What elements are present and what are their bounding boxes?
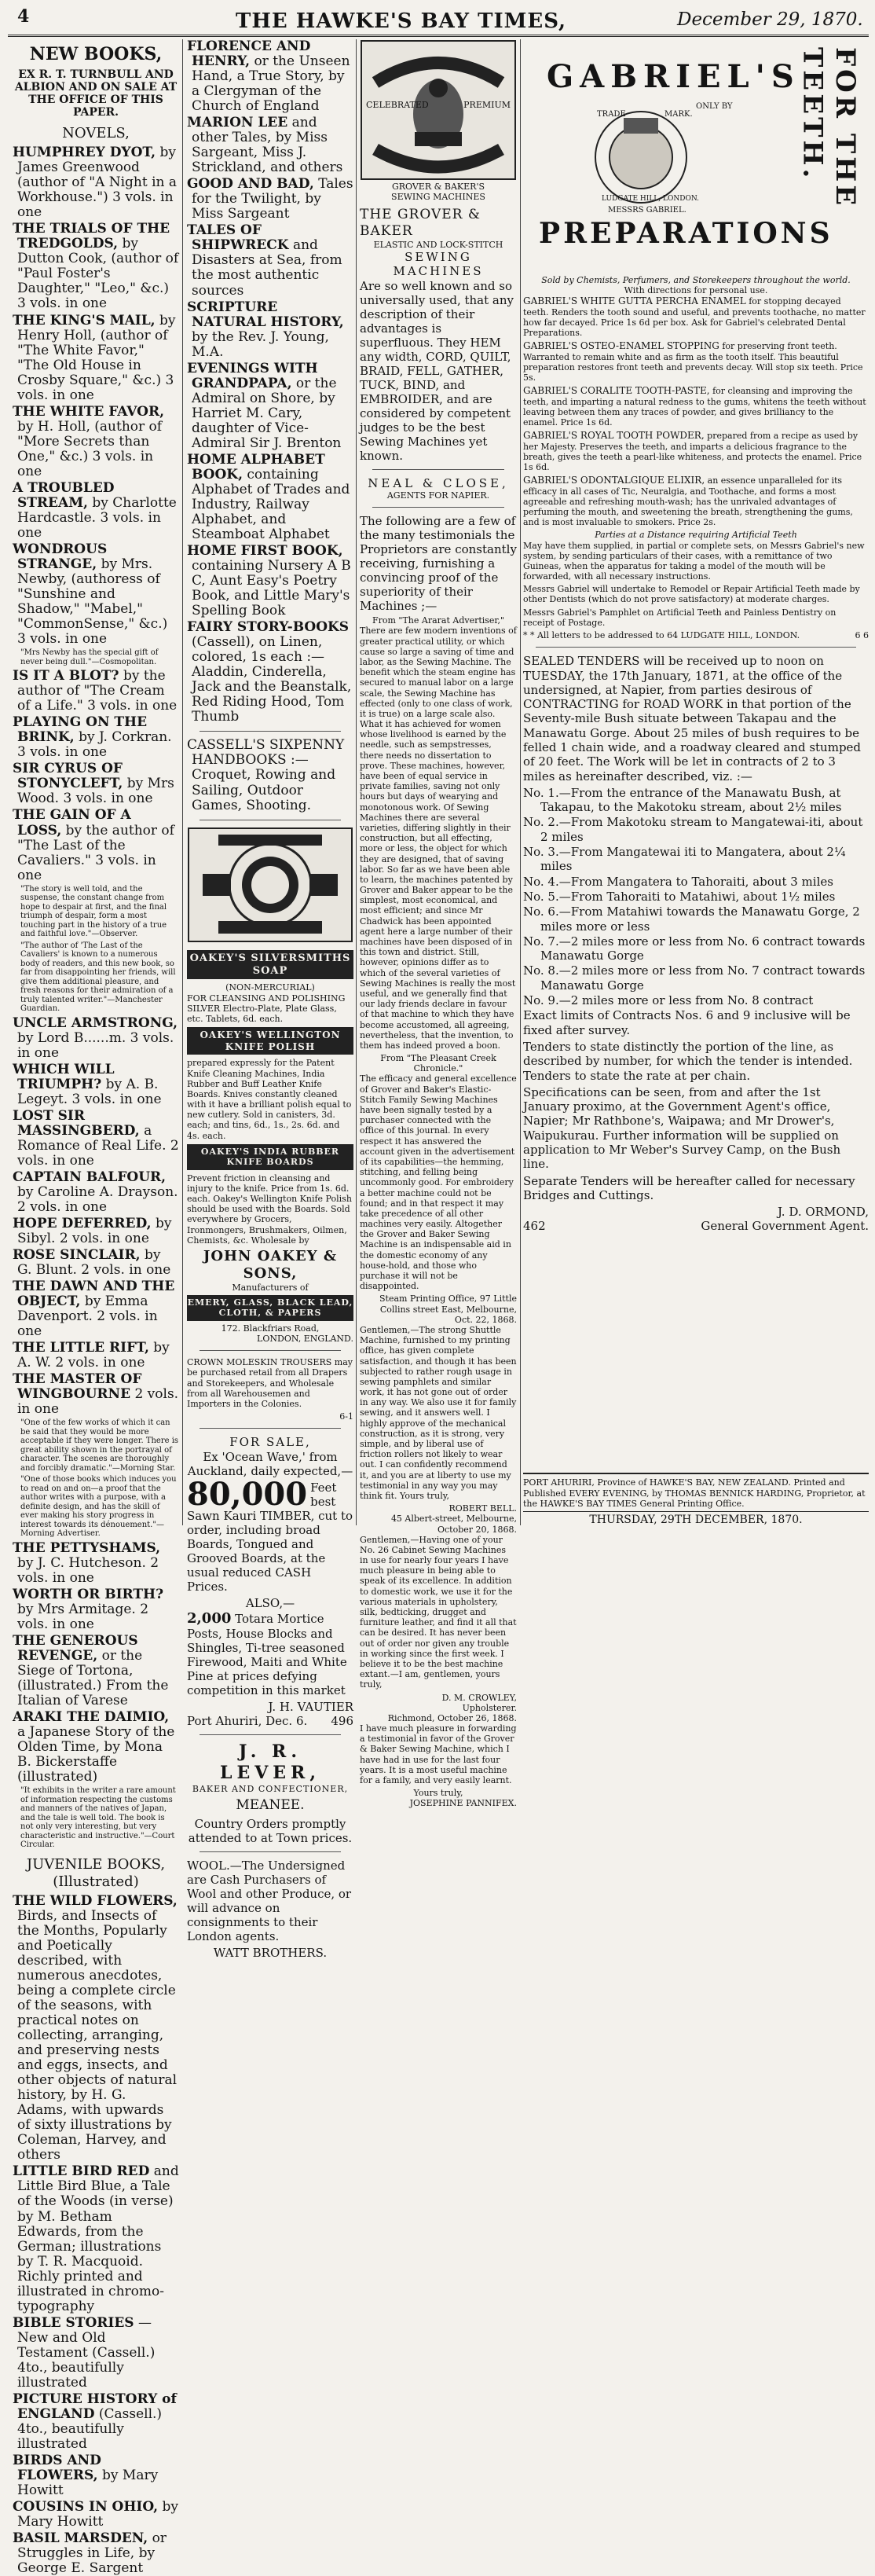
letter2-signature: D. M. CROWLEY, bbox=[441, 1692, 517, 1703]
polish-description: prepared expressly for the Patent Knife Cleaning Machines, India Rubber and Buff Leather Knife Boards. Knives constantly cleaned with it have a brilliant polish equal to new cutlery. Sold in canisters, 3d. each; and tins, 6d., 1s., 2s. 6d. and 4s. each. bbox=[187, 1058, 352, 1141]
book-details: —New and Old Testament (Cassell.) 4to., beautifully illustrated bbox=[17, 2314, 156, 2391]
contract-item: No. 2.—From Makotoku stream to Mangatewai-iti, about 2 miles bbox=[523, 815, 863, 844]
book-title: HOPE DEFERRED, bbox=[13, 1216, 152, 1232]
sewing-machines-title: SEWING MACHINES bbox=[393, 250, 484, 279]
contract-item: No. 3.—From Mangatewai iti to Mangatera, about 2¼ miles bbox=[523, 845, 846, 874]
book-title: THE TRIALS OF THE TREDGOLDS, bbox=[13, 221, 170, 252]
book-entry bbox=[187, 453, 353, 542]
book-details: by Emma Davenport. 2 vols. in one bbox=[17, 1294, 158, 1340]
book-details: by A. W. 2 vols. in one bbox=[17, 1340, 170, 1371]
book-title: GOOD AND BAD, bbox=[187, 176, 314, 193]
review-quote: "It exhibits in the writer a rare amount of information respecting the customs and manners of the natives of Japan, and the tale is well told. The book is not only very interesting, but very characteristic and instructive."—Court Circular. bbox=[20, 1786, 176, 1850]
book-entry bbox=[13, 481, 179, 541]
elastic-lockstitch: ELASTIC AND LOCK-STITCH bbox=[373, 239, 503, 250]
tender-role: General Government Agent. bbox=[701, 1219, 869, 1234]
for-the-teeth: FOR THE TEETH. bbox=[796, 47, 861, 209]
emblem-celebrated: CELEBRATED bbox=[366, 100, 429, 111]
book-entry bbox=[13, 1248, 179, 1278]
book-entry bbox=[13, 1710, 179, 1785]
book-details: and Disasters at Sea, from the most authentic sources bbox=[192, 237, 342, 299]
gabriel-only-by: ONLY BY bbox=[696, 102, 733, 111]
grover-title: THE GROVER & BAKER bbox=[360, 207, 481, 240]
pamphlet-note: Messrs Gabriel's Pamphlet on Artificial Teeth and Painless Dentistry on receipt of Postage. bbox=[523, 607, 837, 628]
book-entry bbox=[13, 2531, 179, 2576]
oakey-firm: JOHN OAKEY & SONS, bbox=[203, 1247, 338, 1282]
column-sewing-machines bbox=[360, 39, 517, 1809]
book-entry bbox=[13, 145, 179, 220]
new-books-heading: NEW BOOKS, bbox=[29, 44, 163, 64]
book-title: HUMPHREY DYOT, bbox=[13, 145, 156, 161]
letter1-heading: Steam Printing Office, 97 Little Collins street East, Melbourne, Oct. 22, 1868. bbox=[379, 1294, 517, 1325]
book-entry bbox=[13, 2453, 179, 2498]
book-title: ARAKI THE DAIMIO, bbox=[13, 1709, 170, 1726]
book-title: THE GENEROUS REVENGE, bbox=[13, 1633, 138, 1664]
book-details: by Mrs Armitage. 2 vols. in one bbox=[17, 1602, 149, 1633]
book-title: THE LITTLE RIFT, bbox=[13, 1340, 149, 1356]
soap-banner: OAKEY'S SILVERSMITHS SOAP bbox=[187, 950, 353, 980]
letter1-signature: ROBERT BELL. bbox=[448, 1503, 517, 1514]
book-entry bbox=[13, 761, 179, 806]
book-title: HOME ALPHABET BOOK, bbox=[187, 451, 325, 483]
pleasant-text: The efficacy and general excellence of Grover and Baker's Elastic-Stitch Family Sewing Machines have been signally tested by a purchaser connected with the office of this journal. In every respect it has answered the account given in the advertisement of its capabilities—the hemming, stitching, and felling being uncommonly good. For embroidery a better machine could not be found; and in that respect it may take precedence of all other machines very easily. Altogether the Grover and Baker Sewing Machine is an indispensable aid in the domestic economy of any house-hold, and those who purchase it will not be disappointed. bbox=[360, 1073, 517, 1292]
ararat-heading: From "The Ararat Advertiser," bbox=[372, 615, 505, 626]
book-details: a Romance of Real Life. 2 vols. in one bbox=[17, 1122, 179, 1169]
column-rule bbox=[520, 39, 521, 1525]
polish-banner: OAKEY'S WELLINGTON KNIFE POLISH bbox=[187, 1027, 353, 1055]
book-details: or the Admiral on Shore, by Harriet M. Cary, daughter of Vice-Admiral Sir J. Brenton bbox=[192, 375, 342, 451]
gabriel-product-title: GABRIEL'S OSTEO-ENAMEL STOPPING bbox=[523, 340, 719, 352]
oakey-address: 172. Blackfriars Road, bbox=[221, 1323, 320, 1334]
book-details: by the Rev. J. Young, M.A. bbox=[192, 328, 329, 360]
book-title: PICTURE HISTORY of ENGLAND bbox=[13, 2391, 177, 2422]
oakey-city: LONDON, ENGLAND. bbox=[257, 1334, 353, 1345]
gabriel-product-text: for preserving front teeth. Warranted to remain white and as firm as the tooth itself. This beautiful preparation restores front teeth and prevents decay. Will stop six teeth. Price 5s. bbox=[523, 341, 863, 383]
book-details: or the Siege of Tortona, (illustrated.) From the Italian of Varese bbox=[17, 1648, 169, 1709]
letter3-close: Yours truly, bbox=[413, 1788, 463, 1799]
book-details: by the author of "The Last of the Cavaliers." 3 vols. in one bbox=[17, 822, 174, 883]
timber-description: Feet best Sawn Kauri TIMBER, cut to order, including broad Boards, Tongued and Grooved Boards, at the usual reduced CASH Prices. bbox=[187, 1480, 353, 1594]
issue-date: December 29, 1870. bbox=[677, 9, 863, 30]
book-details: containing Alphabet of Trades and Industry, Railway Alphabet, and Steamboat Alphabet bbox=[192, 466, 350, 542]
book-details: (Cassell.) 4to., beautifully illustrated bbox=[17, 2405, 163, 2452]
book-details: or the Unseen Hand, a True Story, by a Clergyman of the Church of England bbox=[192, 53, 350, 115]
contract-item: No. 9.—2 miles more or less from No. 8 contract bbox=[523, 993, 814, 1008]
page-number: 4 bbox=[17, 6, 30, 27]
gabriel-product-text: for stopping decayed teeth. Renders the tooth sound and useful, and prevents toothache, no matter how far decayed. Price 1s 6d per box. Ask for Gabriel's celebrated Dental Preparations. bbox=[523, 296, 866, 339]
emblem-top: GROVER & BAKER'S bbox=[391, 182, 485, 193]
gabriel-product bbox=[523, 475, 869, 527]
book-title: THE PETTYSHAMS, bbox=[13, 1539, 161, 1556]
lever-trade: BAKER AND CONFECTIONER, bbox=[192, 1783, 349, 1794]
book-title: TALES OF SHIPWRECK bbox=[187, 222, 289, 254]
wool-ad: WOOL.—The Undersigned are Cash Purchasers of Wool and other Produce, or will advance on consignments to their London agents. bbox=[187, 1858, 352, 1943]
book-title: A TROUBLED STREAM, bbox=[13, 479, 115, 511]
book-details: by Dutton Cook, (author of "Paul Foster's Daughter," "Leo," &c.) 3 vols. in one bbox=[17, 236, 179, 312]
book-title: BIRDS AND FLOWERS, bbox=[13, 2453, 101, 2484]
letter2-role: Upholsterer. bbox=[462, 1702, 517, 1713]
column-ads-2 bbox=[187, 39, 353, 1960]
book-details: by Charlotte Hardcastle. 3 vols. in one bbox=[17, 494, 177, 541]
book-title: THE GAIN OF A LOSS, bbox=[13, 807, 131, 838]
footer-date: THURSDAY, 29TH DECEMBER, 1870. bbox=[523, 1511, 869, 1527]
newspaper-title: THE HAWKE'S BAY TIMES, bbox=[236, 9, 567, 33]
book-entry bbox=[13, 1541, 179, 1586]
for-sale-heading: FOR SALE, bbox=[229, 1435, 311, 1450]
non-mercurial: (NON-MERCURIAL) bbox=[225, 982, 315, 993]
gabriel-address: LUDGATE HILL, LONDON. bbox=[602, 195, 699, 203]
soap-description: FOR CLEANSING AND POLISHING SILVER Electro-Plate, Plate Glass, etc. Tablets, 6d. each. bbox=[187, 993, 346, 1024]
lever-name: J. R. LEVER, bbox=[219, 1741, 321, 1784]
lever-town: MEANEE. bbox=[236, 1797, 305, 1814]
book-entry bbox=[13, 1170, 179, 1215]
gabriel-ref: 6 6 bbox=[855, 630, 869, 641]
tender-intro: SEALED TENDERS will be received up to noon on TUESDAY, the 17th January, 1871, at the office of the undersigned, at Napier, from parties desirous of CONTRACTING for ROAD WORK in that portion of the Seventy-mile Bush situate between Takapau and the Manawatu Gorge. About 25 miles of bush requires to be felled 1 chain wide, and a roadway cleared and stumped of 20 feet. The Work will be let in contracts of 2 to 3 miles as hereinafter described, viz. :— bbox=[523, 654, 862, 783]
book-title: BIBLE STORIES bbox=[13, 2314, 134, 2331]
pleasant-heading: From "The Pleasant Creek Chronicle." bbox=[380, 1053, 496, 1074]
book-entry bbox=[13, 1062, 179, 1107]
book-details: by Sibyl. 2 vols. in one bbox=[17, 1216, 172, 1247]
contract-item: No. 4.—From Mangatera to Tahoraiti, about 3 miles bbox=[523, 874, 833, 889]
imprint-box bbox=[523, 1473, 869, 1527]
book-title: LOST SIR MASSINGBERD, bbox=[13, 1107, 140, 1139]
lever-orders: Country Orders promptly attended to at Town prices. bbox=[188, 1816, 353, 1845]
testimonials-intro: The following are a few of the many testimonials the Proprietors are constantly receiving, furnishing a convincing proof of the superiority of their Machines ;— bbox=[360, 514, 517, 614]
divider bbox=[200, 731, 341, 732]
books-list-continued bbox=[187, 39, 353, 725]
divider bbox=[200, 1851, 341, 1852]
book-details: or Struggles in Life, by George E. Sargent bbox=[17, 2530, 167, 2576]
sale-ref: 496 bbox=[331, 1714, 353, 1729]
review-quote: "The story is well told, and the suspense, the constant change from hope to despair at first, and the final triumph of despair, form a most touching part in the history of a true and faithful love."—Observer. bbox=[20, 884, 167, 939]
letters-note: * * All letters to be addressed to 64 LUDGATE HILL, LONDON. bbox=[523, 630, 800, 641]
boards-banner: OAKEY'S INDIA RUBBER KNIFE BOARDS bbox=[187, 1144, 353, 1170]
book-title: THE KING'S MAIL, bbox=[13, 312, 156, 328]
tender-exact: Exact limits of Contracts Nos. 6 and 9 inclusive will be fixed after survey. bbox=[523, 1008, 851, 1037]
book-entry bbox=[13, 1894, 179, 2163]
book-entry bbox=[13, 1109, 179, 1169]
contract-item: No. 6.—From Matahiwi towards the Manawatu Gorge, 2 miles more or less bbox=[523, 905, 860, 934]
posts-description: Totara Mortice Posts, House Blocks and Shingles, Ti-tree seasoned Firewood, Maiti and White Pine at prices defying competition in this market bbox=[187, 1611, 347, 1698]
vautier-signature: J. H. VAUTIER bbox=[268, 1700, 353, 1715]
tender-notice bbox=[523, 654, 869, 1234]
book-details: by J. C. Hutcheson. 2 vols. in one bbox=[17, 1554, 159, 1586]
book-title: ROSE SINCLAIR, bbox=[13, 1247, 141, 1264]
book-entry bbox=[187, 223, 353, 298]
book-title: FLORENCE AND HENRY, bbox=[187, 39, 311, 70]
messrs-note: Messrs Gabriel will undertake to Remodel or Repair Artificial Teeth made by other Dentists (which do not prove satisfactory) at moderate charges. bbox=[523, 584, 860, 605]
book-details: by Lord B......m. 3 vols. in one bbox=[17, 1029, 174, 1061]
ararat-text: There are few modern inventions of greater practical utility, or which cause so large a saving of time and labor, as the Sewing Machine. The benefit which the steam engine has secured to manual labor on a large scale, the Sewing Machine has effected (only to one class of work, it is true) on a large scale also. What it has achieved for women whose livelihood is earned by the needle, such as sempstresses, there needs no dissertation to prove. These machines, however, have been of equal service in private families, saving not only hours but days of wearying and monotonous work. Of Sewing Machines there are several varieties, differing slightly in their construction, but all effecting, more or less, the object for which they are designed, that of saving labor. So far as we have been able to learn, the machines patented by Grover and Baker appear to be the simplest, most economical, and most efficient; and since Mr Chadwick has been appointed agent here a large number of their machines have been disposed of in this town and district. Still, however, opinions differ as to which of the several varieties of Sewing Machines is really the most useful, and we generally find that our lady friends declare in favour of that machine to which they have become accustomed, all agreeing, nevertheless, that the invention, to them has indeed proved a boon. bbox=[360, 626, 517, 1051]
timber-quantity: 80,000 bbox=[187, 1475, 308, 1513]
gabriel-arc-top: GABRIEL'S bbox=[547, 58, 800, 95]
review-quote: "The author of 'The Last of the Cavaliers' is known to a numerous body of readers, and this new book, so far from disappointing her friends, will give them additional pleasure, and fresh reasons for their admiration of a truly talented writer."—Manchester Guardian. bbox=[20, 941, 176, 1014]
masthead-rule bbox=[8, 35, 869, 37]
book-details: by James Greenwood (author of "A Night in a Workhouse.") 3 vols. in one bbox=[17, 145, 177, 221]
book-details: by Caroline A. Drayson. 2 vols. in one bbox=[17, 1183, 178, 1215]
divider bbox=[200, 1350, 341, 1351]
gabriel-product bbox=[523, 385, 869, 427]
ormond-signature: J. D. ORMOND, bbox=[777, 1205, 869, 1220]
book-title: THE DAWN AND THE OBJECT, bbox=[13, 1279, 175, 1310]
gabriel-product-text: for cleansing and improving the teeth, and imparting a natural redness to the gums, whitens the teeth without leaving between them any traces of powder, and gives brilliancy to the enamel. Price 1s 6d. bbox=[523, 386, 866, 428]
book-title: WONDROUS STRANGE, bbox=[13, 541, 108, 572]
gabriel-trade: TRADE bbox=[597, 110, 626, 119]
book-details: by the author of "The Cream of a Life." 3 vols. in one bbox=[17, 668, 178, 714]
parties-text: May have them supplied, in partial or complete sets, on Messrs Gabriel's new system, by sending particulars of their cases, with a remittance of two Guineas, when the apparatus for taking a model of the mouth will be forwarded, with all necessary instructions. bbox=[523, 540, 865, 582]
tender-state: Tenders to state distinctly the portion of the line, as described by number, for which the tender is intended. Tenders to state the rate at per chain. bbox=[523, 1039, 853, 1083]
review-quote: "Mrs Newby has the special gift of never being dull."—Cosmopolitan. bbox=[20, 648, 159, 666]
gabriel-mark: MARK. bbox=[664, 110, 693, 119]
contracts-list bbox=[523, 786, 869, 1007]
book-entry bbox=[13, 1216, 179, 1246]
book-details: by A. B. Legeyt. 3 vols. in one bbox=[17, 1076, 162, 1107]
letter2-text: Gentlemen,—Having one of your No. 26 Cabinet Sewing Machines in use for nearly four years I have much pleasure in being able to speak of its excellence. In addition to domestic work, we use it for the various materials in upholstery, silk, bedticking, drugget and furniture leather, and find it all that can be desired. It has never been out of order nor given any trouble in working since the first week. I believe it to be the best machine extant.—I am, gentlemen, yours truly, bbox=[360, 1534, 517, 1690]
book-title: EVENINGS WITH GRANDPAPA, bbox=[187, 360, 318, 391]
tender-ref: 462 bbox=[523, 1219, 546, 1234]
contract-item: No. 7.—2 miles more or less from No. 6 contract towards Manawatu Gorge bbox=[523, 934, 866, 963]
lever-ad bbox=[187, 1741, 353, 1844]
book-title: THE WILD FLOWERS, bbox=[13, 1892, 178, 1909]
gabriel-product-title: GABRIEL'S ROYAL TOOTH POWDER, bbox=[523, 430, 705, 442]
grover-intro: Are so well known and so universally used, that any description of their advantages is superfluous. They HEM any width, CORD, QUILT, BRAID, FELL, GATHER, TUCK, BIND, and EMBROIDER, and are considered by competent judges to be the best Sewing Machines yet known. bbox=[360, 278, 514, 463]
review-quote: "One of those books which induces you to read on and on—a proof that the author writes with a purpose, with a definite design, and has the skill of ever making his story progress in interest towards its dénouement."—Morning Advertiser. bbox=[20, 1475, 177, 1539]
book-details: by H. Holl, (author of "More Secrets than One," &c.) 3 vols. in one bbox=[17, 418, 163, 479]
book-title: CAPTAIN BALFOUR, bbox=[13, 1169, 167, 1185]
gabriel-product-title: GABRIEL'S CORALITE TOOTH-PASTE, bbox=[523, 385, 710, 397]
tender-specs: Specifications can be seen, from and after the 1st January proximo, at the Government Agent's office, Napier; Mr Rathbone's, Waipawa; and Mr Drower's, Waipukurau. Further information will be supplied on application to Mr Weber's Survey Camp, on the Bush line. bbox=[523, 1084, 841, 1172]
juvenile-heading: JUVENILE BOOKS, (Illustrated) bbox=[26, 1855, 166, 1890]
emblem-premium: PREMIUM bbox=[463, 100, 511, 111]
gabriel-product-text: prepared from a recipe as used by her Majesty. Preserves the teeth, and imparts a delicious fragrance to the breath, gives the teeth a pearl-like whiteness, and protects the enamel. Price 1s 6d. bbox=[523, 431, 862, 472]
divider bbox=[200, 1734, 341, 1735]
book-details: Tales for the Twilight, by Miss Sargeant bbox=[192, 176, 353, 222]
gabriel-items bbox=[523, 295, 869, 527]
book-details: a Japanese Story of the Olden Time, by Mona B. Bickerstaffe (illustrated) bbox=[17, 1724, 175, 1785]
book-entry bbox=[187, 116, 353, 175]
juvenile-list bbox=[13, 1894, 179, 2576]
book-entry bbox=[13, 2164, 179, 2314]
products-banner: EMERY, GLASS, BLACK LEAD, CLOTH, & PAPERS bbox=[187, 1295, 353, 1321]
masthead bbox=[0, 0, 875, 35]
letter3-heading: Richmond, October 26, 1868. bbox=[387, 1712, 517, 1723]
book-entry bbox=[13, 1634, 179, 1708]
book-entry bbox=[187, 620, 353, 725]
book-details: by Henry Holl, (author of "The White Favor," "The Old House in Crosby Square," &c.) 3 vols. in one bbox=[17, 312, 176, 403]
book-entry bbox=[13, 222, 179, 311]
book-details: by J. Corkran. 3 vols. in one bbox=[17, 729, 172, 761]
book-entry bbox=[187, 177, 353, 222]
emblem-bottom: SEWING MACHINES bbox=[391, 192, 485, 203]
divider bbox=[372, 507, 504, 508]
oakey-advertisement bbox=[187, 827, 353, 1345]
book-entry bbox=[187, 544, 353, 618]
novels-list bbox=[13, 145, 179, 1850]
book-title: IS IT A BLOT? bbox=[13, 668, 119, 684]
divider bbox=[200, 1428, 341, 1429]
book-details: and Little Bird Blue, a Tale of the Woods (in verse) by M. Betham Edwards, from the German; illustrations by T. R. Macquoid. Richly printed and illustrated in chromo-typography bbox=[17, 2163, 179, 2314]
tender-separate: Separate Tenders will be hereafter called for necessary Bridges and Cuttings. bbox=[523, 1173, 855, 1202]
book-entry bbox=[13, 1279, 179, 1339]
book-entry bbox=[13, 808, 179, 883]
book-entry bbox=[13, 1372, 179, 1417]
book-title: WORTH OR BIRTH? bbox=[13, 1587, 164, 1603]
contract-item: No. 1.—From the entrance of the Manawatu Bush, at Takapau, to the Makotoku stream, about 2½ miles bbox=[523, 785, 842, 815]
book-title: SCRIPTURE NATURAL HISTORY, bbox=[187, 299, 344, 330]
book-entry bbox=[187, 300, 353, 360]
book-details: by Mary Howitt bbox=[17, 2499, 178, 2530]
crown-ref: 6-1 bbox=[339, 1411, 353, 1422]
book-title: LITTLE BIRD RED bbox=[13, 2163, 150, 2180]
book-details: 2 vols. in one bbox=[17, 1386, 179, 1418]
book-entry bbox=[13, 542, 179, 647]
book-title: FAIRY STORY-BOOKS bbox=[187, 619, 350, 636]
gabriel-product-text: an essence unparalleled for its efficacy in all cases of Tic, Neuralgia, and Toothache, and forms a most agreeable and refreshing mouth-wash; has the unrivaled advantages of perfuming the mouth, and sweetening the breath, strengthening the gums, and is most invaluable to smokers. Price 2s. bbox=[523, 475, 853, 528]
book-title: UNCLE ARMSTRONG, bbox=[13, 1015, 178, 1031]
book-title: COUSINS IN OHIO, bbox=[13, 2499, 159, 2515]
book-title: THE MASTER OF WINGBOURNE bbox=[13, 1371, 142, 1403]
contract-item: No. 8.—2 miles more or less from No. 7 contract towards Manawatu Gorge bbox=[523, 963, 866, 993]
book-entry bbox=[13, 1587, 179, 1632]
book-entry bbox=[13, 405, 179, 479]
book-title: THE WHITE FAVOR, bbox=[13, 403, 164, 420]
review-quote: "One of the few works of which it can be said that they would be more acceptable if they were longer. There is great ability shown in the portrayal of character. The scenes are thoroughly and forcibly dramatic."—Morning Star. bbox=[20, 1418, 179, 1473]
gabriel-sold-by: Sold by Chemists, Perfumers, and Storekeepers throughout the world. bbox=[541, 275, 851, 285]
divider bbox=[536, 647, 856, 648]
divider bbox=[372, 469, 504, 470]
book-entry bbox=[13, 1341, 179, 1371]
boards-description: Prevent friction in cleansing and injury to the knife. Price from 1s. 6d. each. Oakey's Wellington Knife Polish should be used with the Boards. Sold everywhere by Grocers, Ironmongers, Brushmakers, Oilmen, Chemists, &c. Wholesale by bbox=[187, 1172, 352, 1246]
cassell-handbooks: CASSELL'S SIXPENNY HANDBOOKS :—Croquet, Rowing and Sailing, Outdoor Games, Shooting. bbox=[187, 737, 345, 813]
oakey-manufacturers: Manufacturers of bbox=[232, 1282, 309, 1293]
book-details: Birds, and Insects of the Months, Popularly and Poetically described, with numerous anecdotes, being a complete circle of the seasons, with practical notes on collecting, arranging, and preserving nests and eggs, insects, and other objects of natural history, by H. G. Adams, with upwards of sixty illustrations by Coleman, Harvey, and others bbox=[17, 1907, 178, 2163]
for-sale-line: Ex 'Ocean Wave,' from Auckland, daily expected,— bbox=[187, 1449, 353, 1478]
book-title: WHICH WILL TRIUMPH? bbox=[13, 1061, 115, 1092]
letter1-text: Gentlemen,—The strong Shuttle Machine, furnished to my printing office, has given complete satisfaction, and though it has been subjected to rather rough usage in sewing pamphlets and similar work, it has not gone out of order in any way. We also use it for family sewing, and it answers well. I highly approve of the mechanical construction, as it is strong, very simple, and by liberal use of friction rollers not likely to wear out. I can confidently recommend it, and you are at liberty to use my testimonial in any way you may think fit. Yours truly, bbox=[360, 1324, 517, 1501]
crown-moleskin-ad: CROWN MOLESKIN TROUSERS may be purchased retail from all Drapers and Storekeepers, and Wholesale from all Warehousemen and Importers in the Colonies. bbox=[187, 1357, 353, 1410]
gabriel-product-title: GABRIEL'S ODONTALGIQUE ELIXIR, bbox=[523, 475, 705, 486]
book-entry bbox=[13, 715, 179, 760]
gabriel-product bbox=[523, 430, 869, 472]
letter3-signature: JOSEPHINE PANNIFEX. bbox=[409, 1798, 517, 1809]
book-title: MARION LEE bbox=[187, 115, 288, 131]
sale-place: Port Ahuriri, Dec. 6. bbox=[187, 1714, 308, 1729]
column-books bbox=[13, 39, 179, 2576]
gabriel-arc-mid: PREPARATIONS bbox=[539, 217, 833, 250]
book-details: containing Nursery A B C, Aunt Easy's Poetry Book, and Little Mary's Spelling Book bbox=[192, 558, 351, 619]
imprint: PORT AHURIRI, Province of HAWKE'S BAY, NEW ZEALAND. Printed and Published EVERY EVENING, by THOMAS BENNICK HARDING, Proprietor, at the HAWKE'S BAY TIMES General Printing Office. bbox=[523, 1477, 866, 1509]
new-books-subheading: EX R. T. TURNBULL AND ALBION AND ON SALE AT THE OFFICE OF THIS PAPER. bbox=[14, 68, 178, 119]
book-entry bbox=[13, 2316, 179, 2391]
column-rule bbox=[356, 39, 357, 1525]
gabriel-emblem bbox=[523, 39, 869, 275]
for-sale-ad bbox=[187, 1435, 353, 1728]
letter3-text: I have much pleasure in forwarding a testimonial in favor of the Grover & Baker Sewing Machine, which I have had in use for the last four years. It is a most useful machine for a family, and very easily learnt. bbox=[360, 1723, 517, 1785]
book-details: and other Tales, by Miss Sargeant, Miss J. Strickland, and others bbox=[192, 115, 343, 176]
book-details: by Mrs. Newby, (authoress of "Sunshine and Shadow," "Mabel," "CommonSense," &c.) 3 vols. in one bbox=[17, 556, 168, 648]
watt-brothers: WATT BROTHERS. bbox=[213, 1945, 328, 1960]
book-details: by Mrs Wood. 3 vols. in one bbox=[17, 776, 174, 807]
book-entry bbox=[13, 1016, 179, 1061]
book-details: by Mary Howitt bbox=[17, 2468, 159, 2499]
book-entry bbox=[13, 669, 179, 714]
book-entry bbox=[13, 2392, 179, 2452]
letter2-heading: 45 Albert-street, Melbourne, October 20, 1868. bbox=[390, 1514, 517, 1535]
posts-quantity: 2,000 bbox=[187, 1609, 232, 1627]
book-title: SIR CYRUS OF STONYCLEFT, bbox=[13, 761, 123, 792]
parties-heading: Parties at a Distance requiring Artificial Teeth bbox=[595, 530, 797, 541]
gabriel-messrs: MESSRS GABRIEL. bbox=[608, 206, 686, 215]
neal-close: NEAL & CLOSE, bbox=[368, 475, 509, 490]
gabriel-product bbox=[523, 295, 869, 338]
column-rule bbox=[182, 39, 183, 1525]
novels-heading: NOVELS, bbox=[62, 125, 130, 142]
book-entry bbox=[187, 361, 353, 451]
gabriel-directions: With directions for personal use. bbox=[624, 285, 768, 296]
book-title: PLAYING ON THE BRINK, bbox=[13, 714, 148, 746]
book-details: by G. Blunt. 2 vols. in one bbox=[17, 1247, 171, 1279]
book-entry bbox=[13, 2500, 179, 2530]
also-label: ALSO,— bbox=[245, 1595, 295, 1610]
book-details: (Cassell), on Linen, colored, 1s each :—Aladdin, Cinderella, Jack and the Beanstalk, Red Riding Hood, Tom Thumb bbox=[192, 634, 352, 725]
contract-item: No. 5.—From Tahoraiti to Matahiwi, about 1½ miles bbox=[523, 889, 836, 904]
gabriel-product bbox=[523, 340, 869, 383]
book-entry bbox=[13, 314, 179, 403]
oakey-emblem-image bbox=[187, 827, 353, 943]
book-title: BASIL MARSDEN, bbox=[13, 2530, 148, 2547]
column-gabriel-tenders bbox=[523, 39, 869, 1527]
book-entry bbox=[187, 39, 353, 114]
agents-for-napier: AGENTS FOR NAPIER. bbox=[386, 490, 490, 501]
book-title: HOME FIRST BOOK, bbox=[187, 543, 343, 560]
gabriel-product-title: GABRIEL'S WHITE GUTTA PERCHA ENAMEL bbox=[523, 295, 746, 307]
